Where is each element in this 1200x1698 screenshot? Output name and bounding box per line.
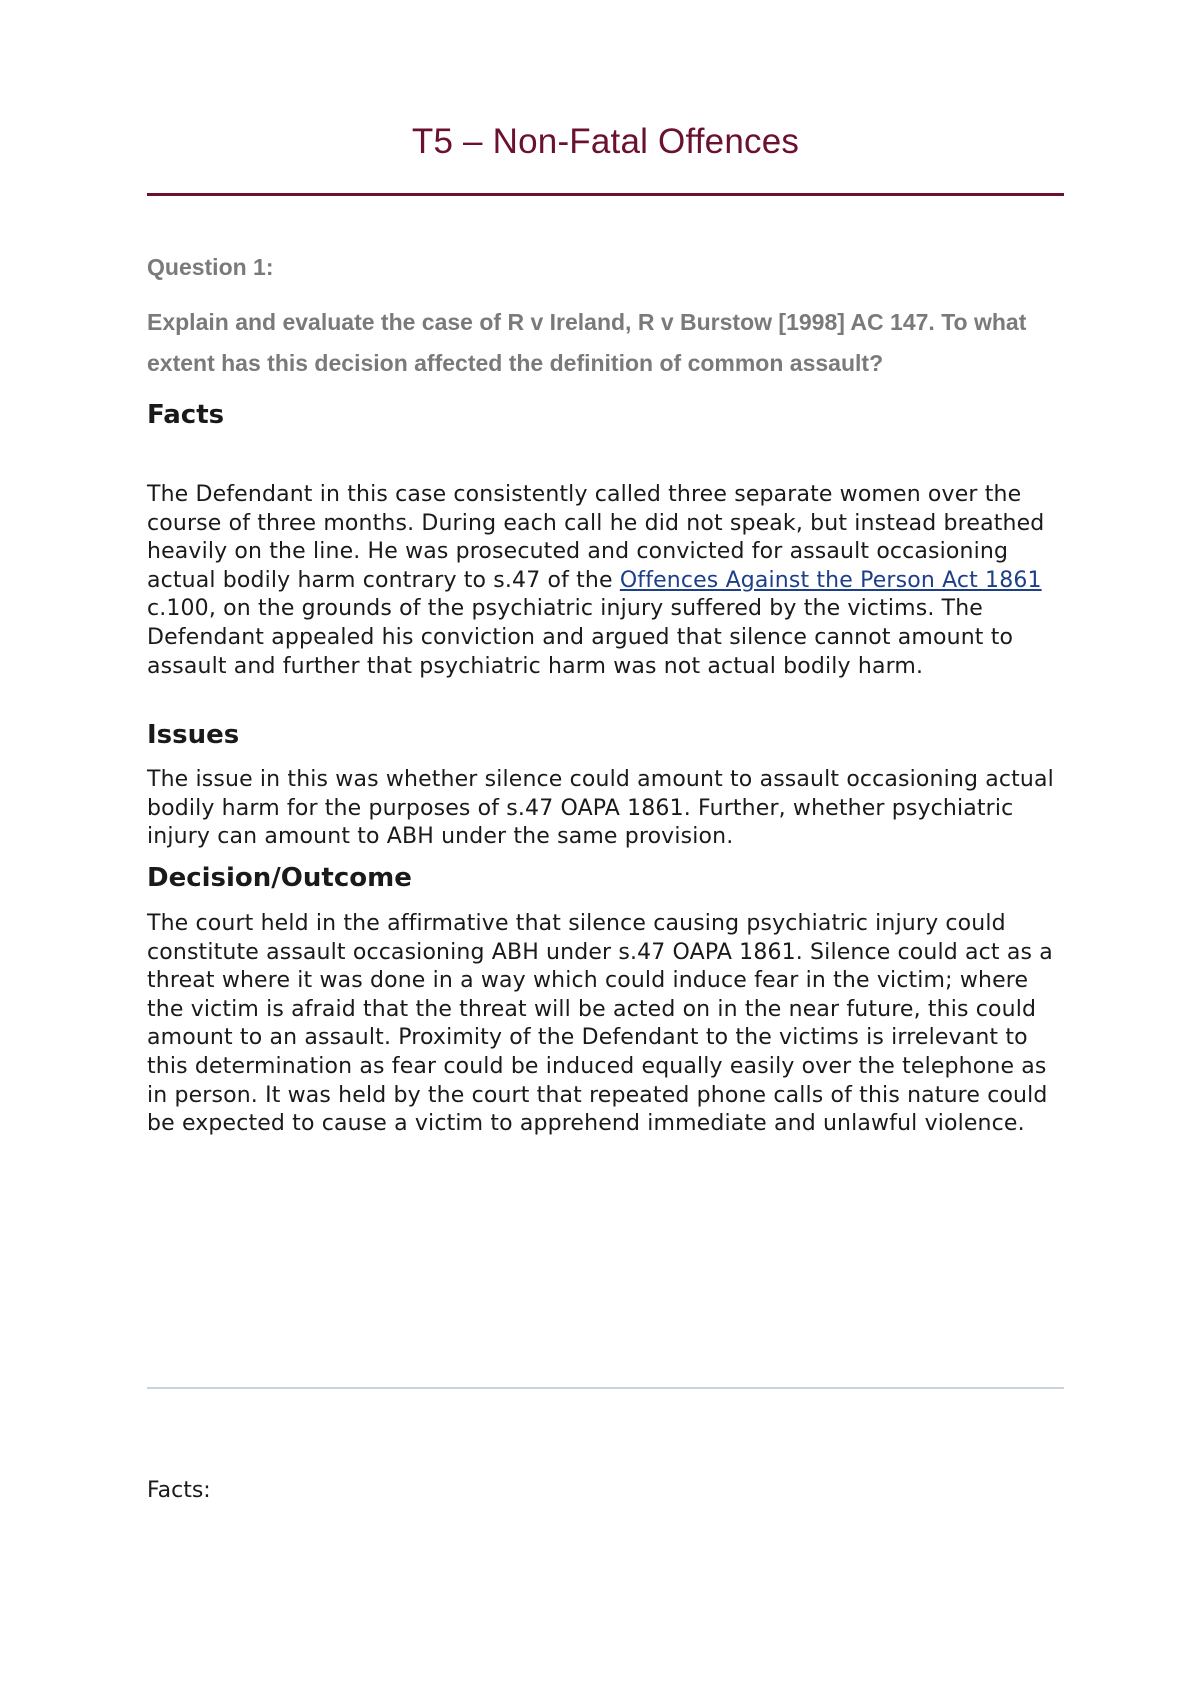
facts-text-end: c.100, on the grounds of the psychiatric injury suffered by the victims. The Defendant appealed his conviction and argued that silence cannot amount to assault and further that psychiatric harm was not actual bodily harm.: [147, 596, 1014, 679]
title-divider: [147, 193, 1064, 196]
issues-heading: Issues: [147, 720, 240, 750]
decision-heading: Decision/Outcome: [147, 863, 412, 893]
question-text: Explain and evaluate the case of R v Ireland, R v Burstow [1998] AC 147. To what extent has this decision affected the definition of common assault?: [147, 309, 1027, 376]
issues-paragraph: The issue in this was whether silence could amount to assault occasioning actual bodily harm for the purposes of s.47 OAPA 1861. Further, whether psychiatric injury can amount to ABH under the same provision.: [147, 767, 1054, 850]
oapa-link[interactable]: Offences Against the Person Act 1861: [619, 567, 1042, 593]
facts-heading: Facts: [147, 400, 225, 430]
decision-paragraph: The court held in the affirmative that silence causing psychiatric injury could constitute assault occasioning ABH under s.47 OAPA 1861. Silence could act as a threat where it was done in a way which could induce fear in the victim; where the victim is afraid that the threat will be acted on in the near future, this could amount to an assault. Proximity of the Defendant to the victims is irrelevant to this determination as fear could be induced equally easily over the telephone as in person. It was held by the court that repeated phone calls of this nature could be expected to cause a victim to apprehend immediate and unlawful violence.: [147, 911, 1053, 1137]
footer-facts-label: Facts:: [147, 1478, 211, 1503]
question-label: Question 1:: [147, 254, 274, 280]
facts-text-start: The Defendant in this case consistently called three separate women over the course of three months. During each call he did not speak, but instead breathed heavily on the line. He was prosecuted and convicted for assault occasioning actual bodily harm contrary to s.47 of the: [147, 482, 1045, 593]
section-divider: [147, 1387, 1064, 1389]
document-title: T5 – Non-Fatal Offences: [411, 122, 800, 161]
facts-paragraph: [147, 481, 1064, 681]
